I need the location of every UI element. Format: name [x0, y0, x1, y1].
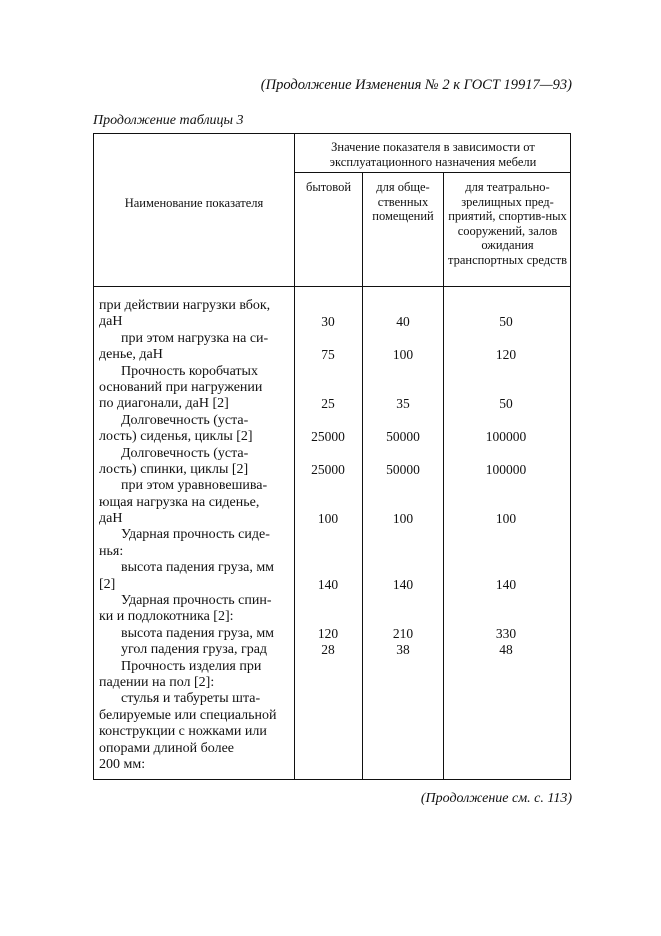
indicator-line: падении на пол [2]: [99, 674, 215, 690]
continuation-header: (Продолжение Изменения № 2 к ГОСТ 19917—93) [260, 77, 572, 93]
indicator-line: Долговечность (уста- [121, 445, 249, 461]
indicator-line: Ударная прочность спин- [121, 593, 272, 609]
indicator-line: при этом уравновешива- [121, 478, 268, 494]
header-divider [94, 286, 570, 287]
indicator-line: при действии нагрузки вбок, [99, 298, 271, 313]
indicator-line: опорами длиной более [99, 740, 234, 756]
indicator-line: Прочность изделия при [121, 658, 262, 674]
indicator-line: Долговечность (уста- [121, 412, 249, 428]
value-cell: 140 [495, 576, 517, 592]
value-cell: 35 [396, 396, 410, 412]
column-group-header: Значение показателя в зависимости от эксплуатационного назначения мебели [329, 140, 537, 169]
column-header-public: для обще-ственных помещений [372, 180, 434, 224]
indicator-line: Ударная прочность сиде- [121, 527, 270, 543]
value-cell: 50000 [386, 429, 420, 445]
value-cell: 38 [396, 642, 410, 658]
indicator-line: белируемые или специальной [99, 707, 277, 723]
indicator-line: ющая нагрузка на сиденье, [99, 494, 260, 510]
value-cell: 100 [392, 511, 414, 527]
value-cell: 120 [317, 626, 339, 641]
value-cell: 48 [499, 642, 513, 658]
value-cell: 100000 [485, 429, 527, 445]
indicator-line: ки и подлокотника [2]: [99, 609, 234, 625]
indicator-line: высота падения груза, мм [121, 560, 275, 576]
value-cell: 50 [499, 396, 513, 412]
indicator-line: по диагонали, даН [2] [99, 396, 229, 412]
column-header-household: бытовой [305, 180, 352, 194]
value-cell: 210 [392, 626, 414, 641]
value-cell: 50000 [386, 462, 420, 477]
value-cell: 25000 [311, 462, 345, 477]
value-cell: 25000 [311, 429, 345, 445]
value-cell: 50 [499, 314, 513, 330]
group-header-divider [294, 172, 570, 173]
value-cell: 40 [396, 314, 410, 330]
indicator-line: стулья и табуреты шта- [121, 691, 261, 707]
column-divider [294, 134, 295, 779]
value-cell: 100000 [485, 462, 527, 477]
indicator-line: нья: [99, 543, 124, 559]
indicator-line: оснований при нагружении [99, 379, 263, 395]
indicator-line: [2] [99, 576, 116, 592]
value-cell: 330 [495, 626, 517, 641]
value-cell: 75 [321, 347, 335, 363]
indicator-line: денье, даН [99, 347, 163, 363]
specification-table [93, 133, 571, 780]
value-cell: 100 [392, 347, 414, 363]
indicator-line: высота падения груза, мм [121, 625, 275, 641]
column-header-name: Наименование показателя [124, 196, 264, 210]
indicator-line: 200 мм: [99, 756, 146, 772]
indicator-line: даН [99, 314, 123, 330]
indicator-line: даН [99, 511, 123, 527]
indicator-line: Прочность коробчатых [121, 363, 258, 379]
indicator-line: угол падения груза, град [121, 642, 268, 658]
indicator-line: лость) сиденья, циклы [2] [99, 429, 253, 445]
indicator-line: лость) спинки, циклы [2] [99, 461, 249, 477]
indicator-names [99, 298, 291, 773]
value-cell: 120 [495, 347, 517, 363]
value-cell: 100 [317, 511, 339, 527]
value-cell: 25 [321, 396, 335, 412]
value-cell: 100 [495, 511, 517, 527]
table-caption: Продолжение таблицы 3 [93, 113, 244, 128]
value-cell: 28 [321, 642, 335, 658]
indicator-line: при этом нагрузка на си- [121, 330, 269, 346]
continuation-footer: (Продолжение см. с. 113) [420, 791, 572, 806]
column-divider [443, 173, 444, 779]
column-header-theatre-sports-transport: для театрально-зрелищных пред-приятий, спортив-ных сооружений, залов ожидания транспортных средств [447, 180, 568, 267]
indicator-line: конструкции с ножками или [99, 724, 267, 740]
value-cell: 30 [321, 314, 335, 330]
value-cell: 140 [317, 576, 339, 592]
value-cell: 140 [392, 576, 414, 592]
